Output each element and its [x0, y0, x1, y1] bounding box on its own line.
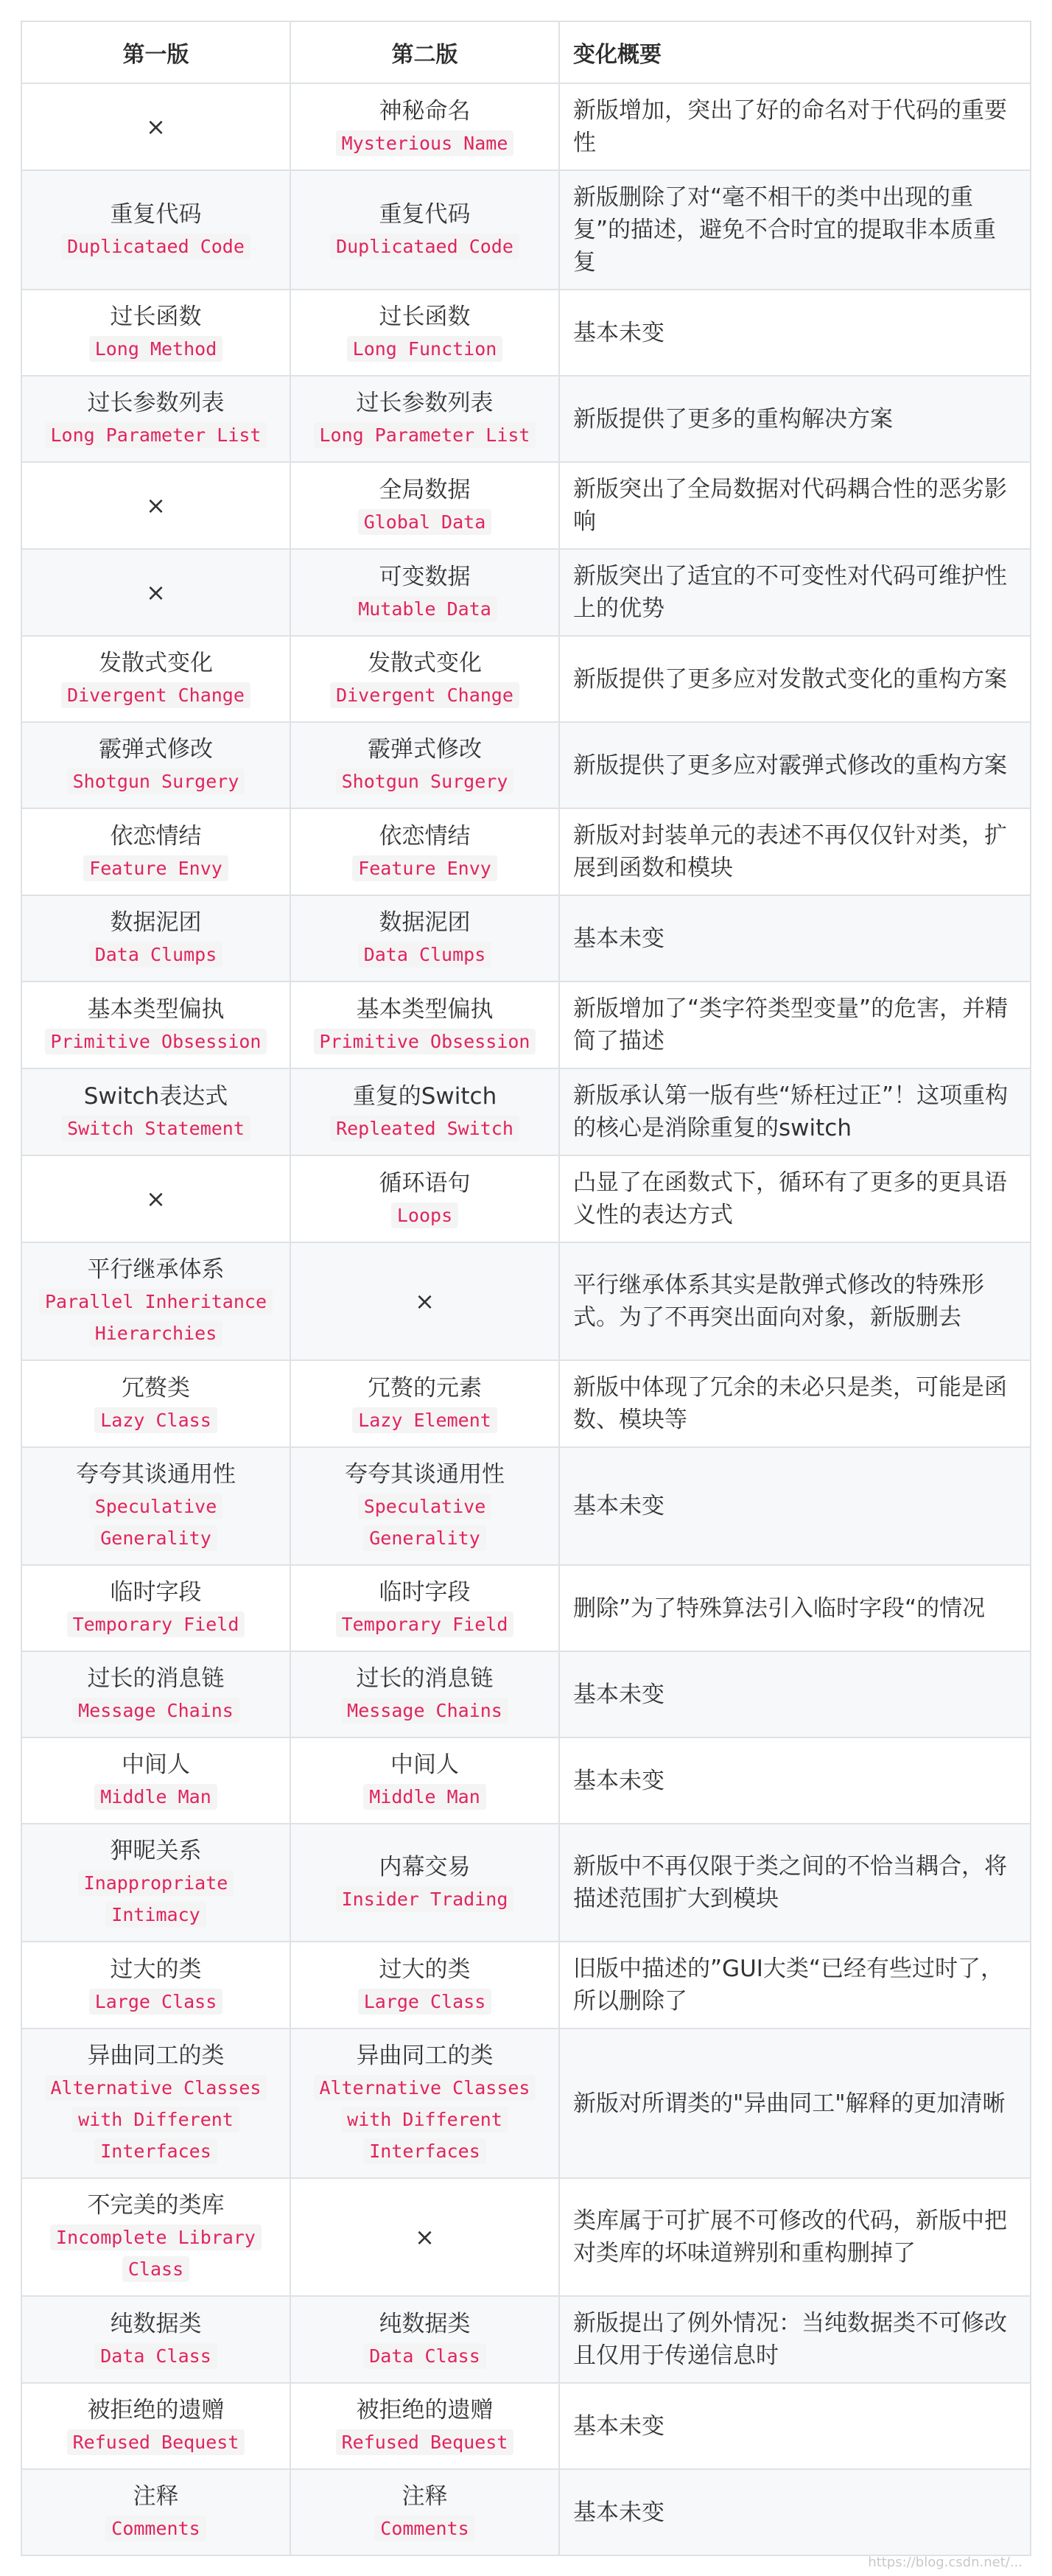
english-name-code: Parallel Inheritance Hierarchies	[39, 1289, 273, 1346]
cross-mark-icon: ×	[146, 113, 166, 141]
english-name-code: Long Method	[89, 336, 223, 362]
table-row	[21, 1155, 1031, 1242]
change-summary-cell: 凸显了在函数式下，循环有了更多的更具语义性的表达方式	[559, 1155, 1031, 1242]
v1-name-cell	[21, 722, 290, 808]
change-summary-cell: 新版突出了全局数据对代码耦合性的恶劣影响	[559, 462, 1031, 549]
v1-name-cell	[21, 462, 290, 549]
english-name-code: Long Parameter List	[314, 422, 536, 448]
english-name-code: Temporary Field	[67, 1611, 245, 1637]
v1-name-cell	[21, 2029, 290, 2178]
chinese-name: 注释	[401, 2483, 448, 2510]
english-name-code: Mysterious Name	[336, 130, 514, 156]
table-row	[21, 1068, 1031, 1155]
table-row	[21, 636, 1031, 722]
v2-name-cell	[290, 1068, 559, 1155]
v2-name-cell	[290, 2029, 559, 2178]
v1-name-cell	[21, 1360, 290, 1447]
v1-name-cell	[21, 2383, 290, 2469]
v1-name-cell	[21, 2296, 290, 2383]
chinese-name: 可变数据	[379, 563, 471, 590]
chinese-name: 过长函数	[110, 304, 202, 330]
chinese-name: 发散式变化	[368, 650, 482, 676]
table-row	[21, 722, 1031, 808]
english-name-code: Primitive Obsession	[45, 1029, 267, 1054]
v2-name-cell	[290, 1155, 559, 1242]
chinese-name: 过长的消息链	[87, 1665, 225, 1692]
chinese-name: 全局数据	[379, 476, 471, 503]
chinese-name: 注释	[133, 2483, 179, 2510]
v1-name-cell	[21, 2178, 290, 2296]
change-summary-cell: 基本未变	[559, 2469, 1031, 2555]
english-name-code: Data Clumps	[358, 942, 492, 967]
english-name-code: Duplicataed Code	[330, 234, 519, 259]
table-row	[21, 462, 1031, 549]
v1-name-cell	[21, 1447, 290, 1565]
english-name-code: Mutable Data	[352, 596, 497, 622]
change-summary-cell: 基本未变	[559, 1651, 1031, 1737]
chinese-name: 重复的Switch	[352, 1082, 497, 1110]
table-row	[21, 376, 1031, 462]
v2-name-cell	[290, 290, 559, 376]
english-name-code: Speculative Generality	[89, 1494, 223, 1551]
table-row	[21, 1651, 1031, 1737]
change-summary-cell: 基本未变	[559, 895, 1031, 981]
english-name-code: Feature Envy	[83, 855, 228, 881]
chinese-name: 中间人	[390, 1751, 459, 1778]
cross-mark-icon: ×	[146, 578, 166, 606]
english-name-code: Temporary Field	[336, 1611, 514, 1637]
chinese-name: 被拒绝的遗赠	[87, 2397, 225, 2423]
v1-name-cell	[21, 1155, 290, 1242]
table-row	[21, 895, 1031, 981]
change-summary-cell: 平行继承体系其实是散弹式修改的特殊形式。为了不再突出面向对象，新版删去	[559, 1242, 1031, 1360]
english-name-code: Message Chains	[72, 1698, 239, 1723]
v1-name-cell	[21, 549, 290, 636]
cross-mark-icon: ×	[146, 1185, 166, 1213]
english-name-code: Refused Bequest	[336, 2429, 514, 2455]
english-name-code: Data Clumps	[89, 942, 223, 967]
change-summary-cell: 基本未变	[559, 290, 1031, 376]
chinese-name: 神秘命名	[379, 97, 471, 125]
change-summary-cell: 新版提供了更多的重构解决方案	[559, 376, 1031, 462]
table-row	[21, 808, 1031, 895]
v1-name-cell	[21, 636, 290, 722]
table-body	[21, 83, 1031, 2555]
chinese-name: 纯数据类	[110, 2310, 202, 2337]
table-row	[21, 1242, 1031, 1360]
change-summary-cell: 新版提供了更多应对发散式变化的重构方案	[559, 636, 1031, 722]
table-row	[21, 2383, 1031, 2469]
table-row	[21, 1565, 1031, 1651]
chinese-name: 不完美的类库	[87, 2192, 225, 2219]
chinese-name: 数据泥团	[379, 909, 471, 936]
v2-name-cell	[290, 895, 559, 981]
v2-name-cell	[290, 636, 559, 722]
v2-name-cell	[290, 2178, 559, 2296]
chinese-name: 临时字段	[379, 1579, 471, 1606]
table-row	[21, 1824, 1031, 1942]
english-name-code: Speculative Generality	[358, 1494, 492, 1551]
chinese-name: 异曲同工的类	[356, 2043, 494, 2069]
header-first-edition: 第一版	[21, 21, 290, 83]
english-name-code: Duplicataed Code	[61, 234, 250, 259]
english-name-code: Alternative Classes with Different Interfaces	[314, 2075, 536, 2164]
change-summary-cell: 新版对所谓类的"异曲同工"解释的更加清晰	[559, 2029, 1031, 2178]
english-name-code: Lazy Element	[352, 1407, 497, 1433]
chinese-name: 过长参数列表	[87, 390, 225, 416]
chinese-name: 基本类型偏执	[87, 995, 225, 1023]
v1-name-cell	[21, 1824, 290, 1942]
english-name-code: Middle Man	[94, 1784, 217, 1810]
header-second-edition: 第二版	[290, 21, 559, 83]
chinese-name: 冗赘的元素	[368, 1374, 482, 1401]
v2-name-cell	[290, 83, 559, 170]
table-row	[21, 2029, 1031, 2178]
chinese-name: 过长的消息链	[356, 1665, 494, 1692]
chinese-name: 依恋情结	[110, 822, 202, 850]
chinese-name: 数据泥团	[110, 909, 202, 936]
v1-name-cell	[21, 290, 290, 376]
change-summary-cell: 基本未变	[559, 1447, 1031, 1565]
chinese-name: 冗赘类	[122, 1374, 190, 1401]
change-summary-cell: 新版提供了更多应对霰弹式修改的重构方案	[559, 722, 1031, 808]
chinese-name: 发散式变化	[99, 650, 213, 676]
v1-name-cell	[21, 1242, 290, 1360]
v1-name-cell	[21, 1068, 290, 1155]
english-name-code: Shotgun Surgery	[336, 769, 514, 794]
table-row	[21, 2178, 1031, 2296]
v2-name-cell	[290, 981, 559, 1068]
v2-name-cell	[290, 170, 559, 290]
table-header	[21, 21, 1031, 83]
english-name-code: Middle Man	[363, 1784, 486, 1810]
v1-name-cell	[21, 170, 290, 290]
change-summary-cell: 新版对封装单元的表述不再仅仅针对类，扩展到函数和模块	[559, 808, 1031, 895]
english-name-code: Data Class	[94, 2343, 217, 2369]
v2-name-cell	[290, 376, 559, 462]
table-row	[21, 981, 1031, 1068]
v1-name-cell	[21, 808, 290, 895]
chinese-name: 内幕交易	[379, 1853, 471, 1880]
v2-name-cell	[290, 2383, 559, 2469]
table-row	[21, 1447, 1031, 1565]
comparison-table-container	[21, 21, 1030, 2556]
change-summary-cell: 类库属于可扩展不可修改的代码，新版中把对类库的坏味道辨别和重构删掉了	[559, 2178, 1031, 2296]
table-row	[21, 83, 1031, 170]
english-name-code: Switch Statement	[61, 1116, 250, 1141]
change-summary-cell: 新版突出了适宜的不可变性对代码可维护性上的优势	[559, 549, 1031, 636]
v2-name-cell	[290, 1565, 559, 1651]
chinese-name: 重复代码	[110, 200, 202, 228]
english-name-code: Divergent Change	[61, 682, 250, 708]
english-name-code: Divergent Change	[330, 682, 519, 708]
v2-name-cell	[290, 1360, 559, 1447]
v1-name-cell	[21, 981, 290, 1068]
v1-name-cell	[21, 376, 290, 462]
english-name-code: Primitive Obsession	[314, 1029, 536, 1054]
english-name-code: Alternative Classes with Different Interfaces	[45, 2075, 267, 2164]
v1-name-cell	[21, 1565, 290, 1651]
v1-name-cell	[21, 1942, 290, 2029]
english-name-code: Comments	[374, 2516, 474, 2541]
cross-mark-icon: ×	[146, 491, 166, 519]
chinese-name: 被拒绝的遗赠	[356, 2397, 494, 2423]
english-name-code: Long Function	[347, 336, 503, 362]
english-name-code: Lazy Class	[94, 1407, 217, 1433]
change-summary-cell: 新版增加了“类字符类型变量”的危害，并精简了描述	[559, 981, 1031, 1068]
chinese-name: 基本类型偏执	[356, 995, 494, 1023]
code-smell-comparison-table	[21, 21, 1031, 2556]
chinese-name: 夸夸其谈通用性	[76, 1461, 236, 1488]
chinese-name: 夸夸其谈通用性	[345, 1461, 505, 1488]
change-summary-cell: 旧版中描述的”GUI大类“已经有些过时了，所以删除了	[559, 1942, 1031, 2029]
table-row	[21, 170, 1031, 290]
v2-name-cell	[290, 2296, 559, 2383]
chinese-name: 过大的类	[110, 1956, 202, 1983]
watermark: https://blog.csdn.net/...	[868, 2555, 1023, 2570]
v2-name-cell	[290, 1824, 559, 1942]
v1-name-cell	[21, 895, 290, 981]
v2-name-cell	[290, 1942, 559, 2029]
table-row	[21, 1360, 1031, 1447]
v2-name-cell	[290, 462, 559, 549]
english-name-code: Loops	[391, 1203, 458, 1228]
english-name-code: Comments	[105, 2516, 206, 2541]
chinese-name: 狎昵关系	[110, 1838, 202, 1864]
table-row	[21, 2296, 1031, 2383]
chinese-name: 临时字段	[110, 1579, 202, 1606]
english-name-code: Incomplete Library Class	[50, 2225, 262, 2282]
chinese-name: 循环语句	[379, 1169, 471, 1197]
chinese-name: 异曲同工的类	[87, 2043, 225, 2069]
header-change-summary: 变化概要	[559, 21, 1031, 83]
change-summary-cell: 删除”为了特殊算法引入临时字段“的情况	[559, 1565, 1031, 1651]
change-summary-cell: 新版提出了例外情况：当纯数据类不可修改且仅用于传递信息时	[559, 2296, 1031, 2383]
chinese-name: 霰弹式修改	[99, 736, 213, 763]
table-row	[21, 290, 1031, 376]
v2-name-cell	[290, 808, 559, 895]
v1-name-cell	[21, 83, 290, 170]
english-name-code: Large Class	[89, 1989, 223, 2015]
v2-name-cell	[290, 1447, 559, 1565]
english-name-code: Data Class	[363, 2343, 486, 2369]
v2-name-cell	[290, 722, 559, 808]
english-name-code: Global Data	[358, 509, 492, 535]
english-name-code: Refused Bequest	[67, 2429, 245, 2455]
english-name-code: Shotgun Surgery	[67, 769, 245, 794]
change-summary-cell: 新版中不再仅限于类之间的不恰当耦合，将描述范围扩大到模块	[559, 1824, 1031, 1942]
change-summary-cell: 新版承认第一版有些“矫枉过正”！这项重构的核心是消除重复的switch	[559, 1068, 1031, 1155]
chinese-name: 过大的类	[379, 1956, 471, 1983]
v2-name-cell	[290, 2469, 559, 2555]
change-summary-cell: 新版删除了对“毫不相干的类中出现的重复”的描述，避免不合时宜的提取非本质重复	[559, 170, 1031, 290]
v2-name-cell	[290, 1737, 559, 1824]
header-row	[21, 21, 1031, 83]
english-name-code: Repleated Switch	[330, 1116, 519, 1141]
table-row	[21, 1942, 1031, 2029]
change-summary-cell: 基本未变	[559, 1737, 1031, 1824]
v1-name-cell	[21, 1651, 290, 1737]
english-name-code: Inappropriate Intimacy	[78, 1870, 234, 1928]
table-row	[21, 2469, 1031, 2555]
table-row	[21, 1737, 1031, 1824]
change-summary-cell: 新版增加，突出了好的命名对于代码的重要性	[559, 83, 1031, 170]
v1-name-cell	[21, 1737, 290, 1824]
v2-name-cell	[290, 1651, 559, 1737]
chinese-name: 过长参数列表	[356, 390, 494, 416]
chinese-name: 依恋情结	[379, 822, 471, 850]
cross-mark-icon: ×	[415, 2223, 435, 2251]
v2-name-cell	[290, 1242, 559, 1360]
change-summary-cell: 新版中体现了冗余的未必只是类，可能是函数、模块等	[559, 1360, 1031, 1447]
cross-mark-icon: ×	[415, 1287, 435, 1315]
english-name-code: Long Parameter List	[45, 422, 267, 448]
english-name-code: Large Class	[358, 1989, 492, 2015]
change-summary-cell: 基本未变	[559, 2383, 1031, 2469]
v2-name-cell	[290, 549, 559, 636]
v1-name-cell	[21, 2469, 290, 2555]
chinese-name: 纯数据类	[379, 2310, 471, 2337]
chinese-name: 霰弹式修改	[368, 736, 482, 763]
chinese-name: 平行继承体系	[87, 1256, 225, 1283]
chinese-name: Switch表达式	[83, 1082, 228, 1110]
english-name-code: Insider Trading	[336, 1886, 514, 1912]
english-name-code: Message Chains	[341, 1698, 508, 1723]
english-name-code: Feature Envy	[352, 855, 497, 881]
table-row	[21, 549, 1031, 636]
chinese-name: 中间人	[122, 1751, 190, 1778]
chinese-name: 过长函数	[379, 304, 471, 330]
chinese-name: 重复代码	[379, 200, 471, 228]
